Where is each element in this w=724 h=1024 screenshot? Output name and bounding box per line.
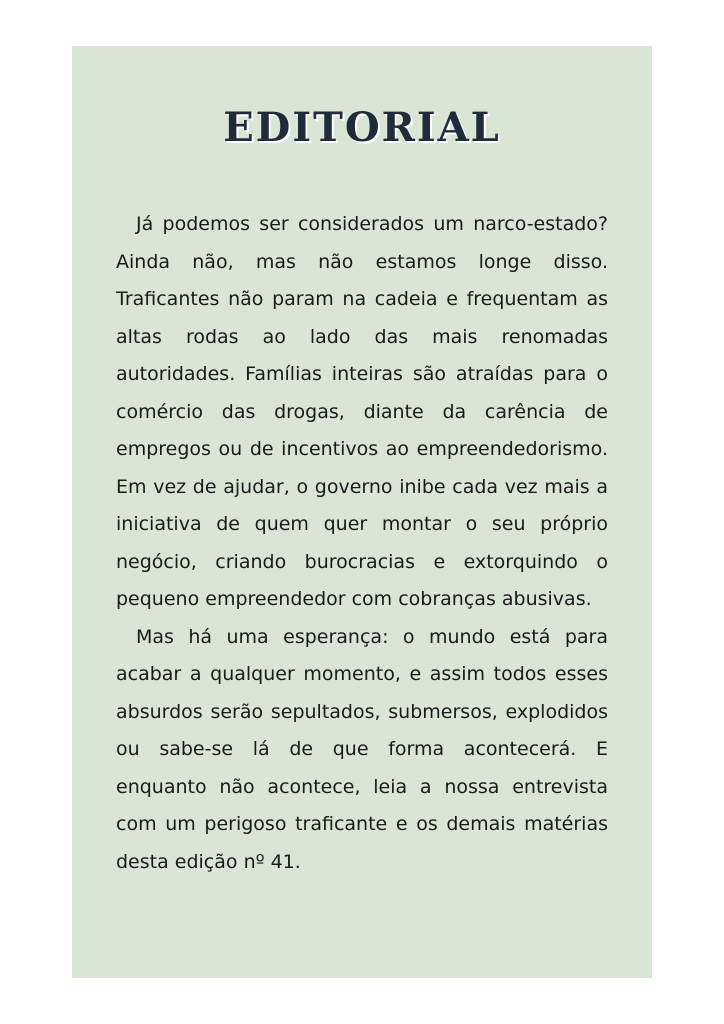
editorial-body [116, 206, 608, 881]
paragraph-2: Mas há uma esperança: o mundo está para acabar a qualquer momento, e assim todos esses absurdos serão sepultados, submersos, explodidos ou sabe-se lá de que forma acontecerá. E enquanto não acontece, leia a nossa entrevista com um perigoso traficante e os demais matérias desta edição nº 41. [116, 625, 608, 873]
paragraph-1: Já podemos ser considerados um narco-estado? Ainda não, mas não estamos longe disso. Traficantes não param na cadeia e frequentam as altas rodas ao lado das mais renomadas autoridades. Famílias inteiras são atraídas para o comércio das drogas, diante da carência de empregos ou de incentivos ao empreendedorismo. Em vez de ajudar, o governo inibe cada vez mais a iniciativa de quem quer montar o seu próprio negócio, criando burocracias e extorquindo o pequeno empreendedor com cobranças abusivas. [116, 213, 608, 610]
editorial-panel [72, 46, 652, 978]
editorial-title: EDITORIAL [223, 104, 501, 151]
